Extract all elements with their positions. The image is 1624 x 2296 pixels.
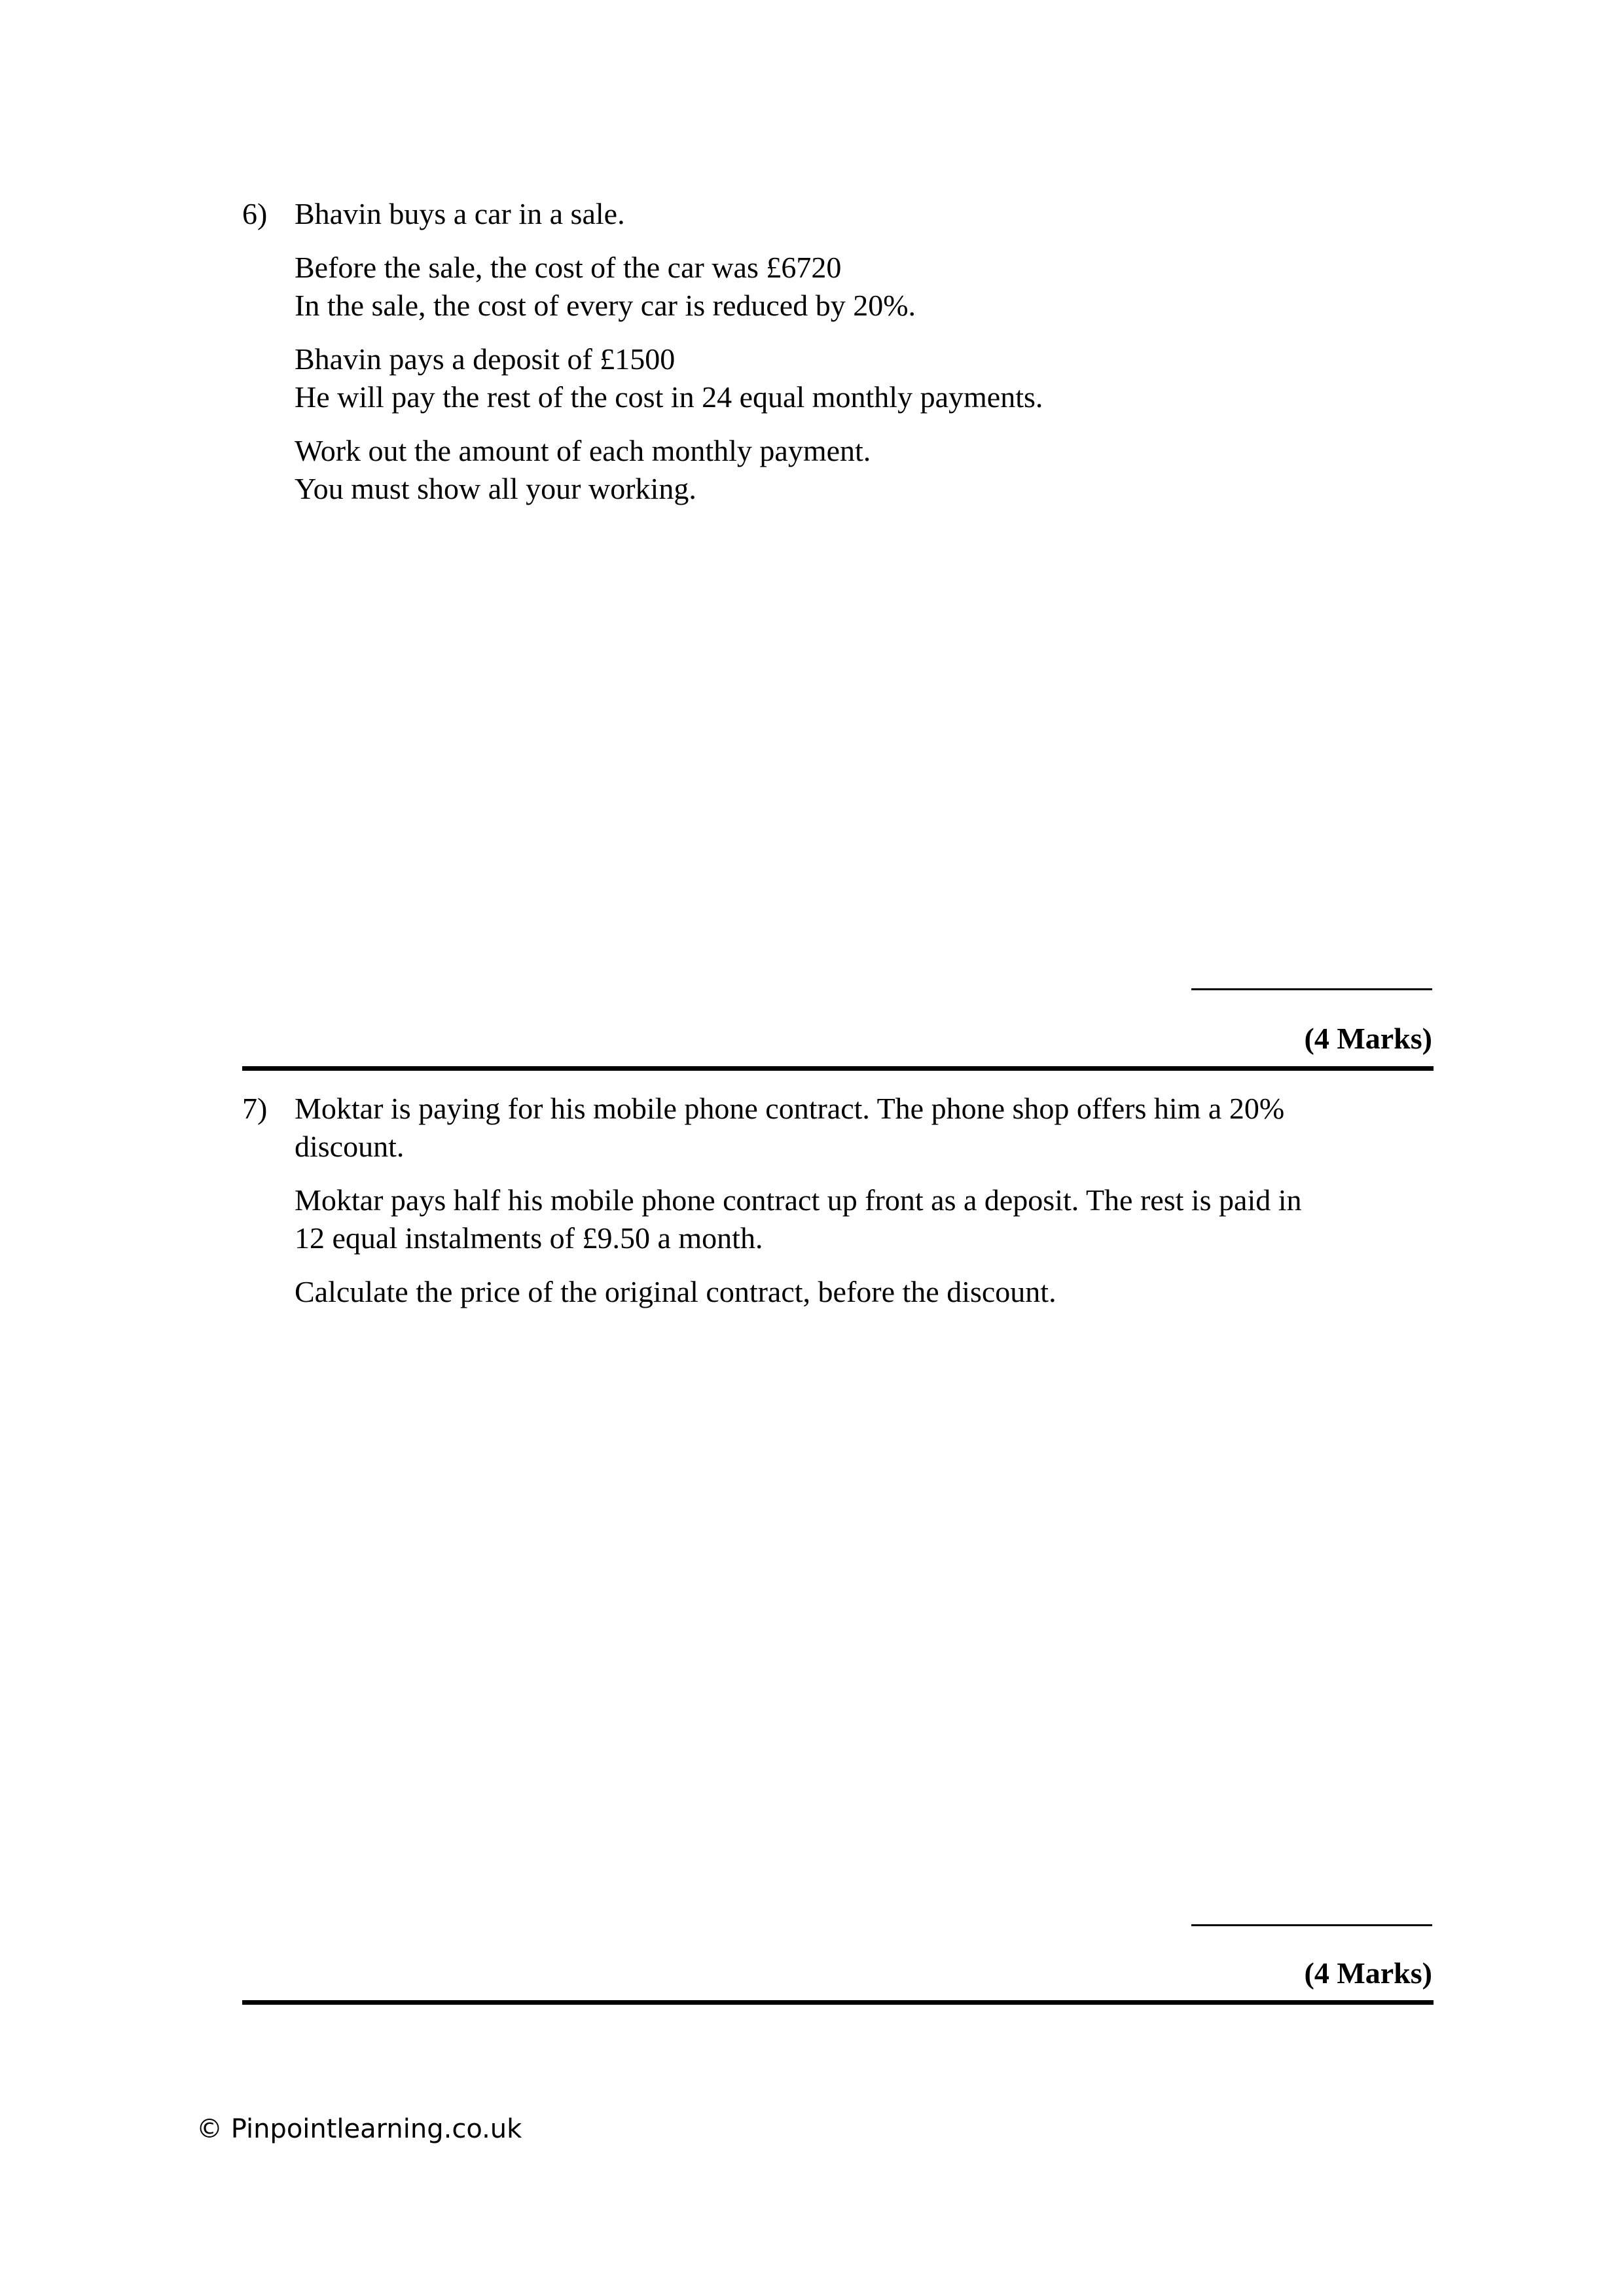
question-line: 12 equal instalments of £9.50 a month. [295,1221,763,1255]
question-line: Moktar is paying for his mobile phone contract. The phone shop offers him a 20% [295,1092,1285,1125]
question-line: discount. [295,1130,405,1163]
question-text [295,340,1434,416]
question-body [295,1090,1434,1327]
question-line: You must show all your working. [295,472,696,505]
question-text [295,1090,1434,1166]
answer-line-q7[interactable] [1191,1924,1432,1926]
question-line: Before the sale, the cost of the car was £6720 [295,251,842,284]
answer-line-q6[interactable] [1191,988,1432,990]
question-line: In the sale, the cost of every car is reduced by 20%. [295,289,916,322]
separator-q7 [242,2000,1434,2005]
question-text [295,1181,1434,1257]
copyright-footer: © Pinpointlearning.co.uk [196,2114,522,2144]
question-text [295,249,1434,325]
question-line: Moktar pays half his mobile phone contract up front as a deposit. The rest is paid in [295,1183,1302,1217]
question-text [295,432,1434,508]
question-line: He will pay the rest of the cost in 24 equal monthly payments. [295,380,1043,414]
question-body [295,195,1434,524]
question-line: Bhavin pays a deposit of £1500 [295,342,676,376]
marks-q6: (4 Marks) [1304,1022,1432,1055]
separator-q6 [242,1066,1434,1071]
question-line: Calculate the price of the original contract, before the discount. [295,1275,1056,1308]
question-number: 6) [242,197,268,230]
question-text [295,1273,1434,1311]
question-line: Bhavin buys a car in a sale. [295,197,625,230]
marks-q7: (4 Marks) [1304,1956,1432,1990]
question-line: Work out the amount of each monthly payment. [295,434,871,467]
question-number: 7) [242,1092,268,1125]
question-text [295,195,1434,233]
